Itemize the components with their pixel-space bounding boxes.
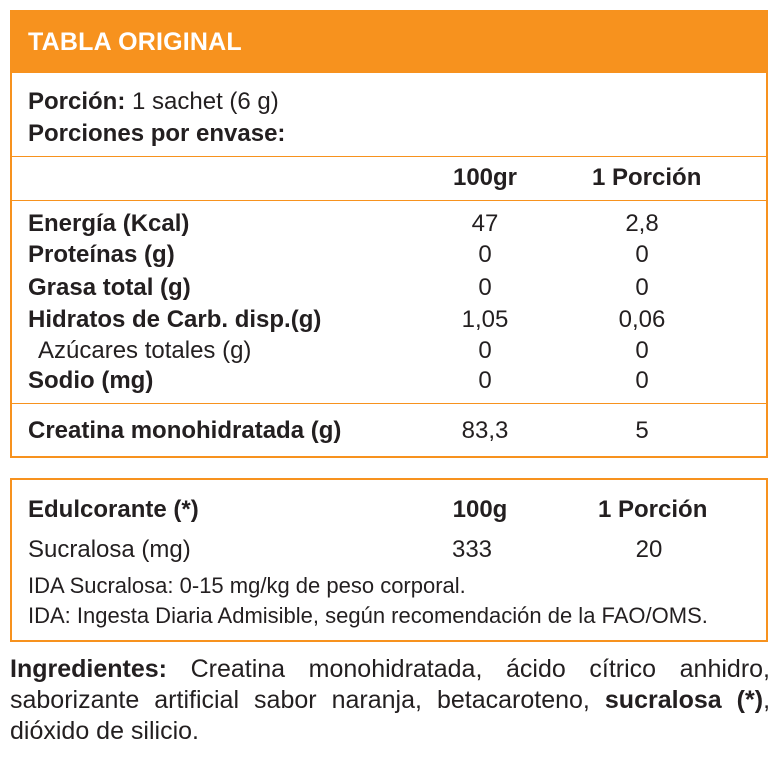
row-v100-creatine: 83,3 xyxy=(461,417,509,444)
sweetener-col-portion: 1 Porción xyxy=(598,496,708,523)
row-vport-carbs: 0,06 xyxy=(618,306,666,333)
divider xyxy=(12,200,766,201)
nutrition-table xyxy=(10,10,768,458)
portion-line xyxy=(28,88,279,116)
ingredients-text: Creatina monohidratada, ácido cítrico anhidro, saborizante artificial sabor naranja, betacaroteno, xyxy=(10,655,770,714)
sweetener-title: Edulcorante (*) xyxy=(28,496,199,523)
row-v100-energy: 47 xyxy=(471,210,499,237)
col-header-100gr: 100gr xyxy=(452,164,518,191)
divider xyxy=(12,403,766,404)
row-v100-fat: 0 xyxy=(478,274,492,301)
sucralose-vport: 20 xyxy=(635,536,663,563)
row-name-sodium: Sodio (mg) xyxy=(28,367,154,394)
portions-per-pack-label: Porciones por envase: xyxy=(28,120,286,147)
row-vport-fat: 0 xyxy=(635,274,649,301)
ingredients-sucralose: sucralosa (*) xyxy=(604,686,764,714)
row-name-protein: Proteínas (g) xyxy=(28,241,175,268)
row-v100-sugars: 0 xyxy=(478,337,492,364)
row-name-carbs: Hidratos de Carb. disp.(g) xyxy=(28,306,322,333)
portion-value: 1 sachet (6 g) xyxy=(132,88,279,115)
ida-note-1: IDA Sucralosa: 0-15 mg/kg de peso corporal. xyxy=(28,573,466,598)
table-header xyxy=(12,12,766,73)
row-vport-creatine: 5 xyxy=(635,417,649,444)
row-v100-carbs: 1,05 xyxy=(461,306,509,333)
portion-label: Porción: xyxy=(28,88,126,115)
row-vport-sodium: 0 xyxy=(635,367,649,394)
table-title: TABLA ORIGINAL xyxy=(28,28,242,56)
row-name-creatine: Creatina monohidratada (g) xyxy=(28,417,342,444)
row-vport-energy: 2,8 xyxy=(625,210,659,237)
row-name-energy: Energía (Kcal) xyxy=(28,210,190,237)
sweetener-col-100g: 100g xyxy=(452,496,508,523)
row-vport-sugars: 0 xyxy=(635,337,649,364)
sweetener-table xyxy=(10,478,768,642)
ida-note-2: IDA: Ingesta Diaria Admisible, según recomendación de la FAO/OMS. xyxy=(28,603,708,628)
col-header-portion: 1 Porción xyxy=(592,164,702,191)
ingredients-paragraph xyxy=(10,654,770,747)
sucralose-v100: 333 xyxy=(451,536,493,563)
row-v100-protein: 0 xyxy=(478,241,492,268)
sucralose-name: Sucralosa (mg) xyxy=(28,536,191,563)
ingredients-text-end: , dióxido de silicio. xyxy=(10,686,771,745)
row-name-fat: Grasa total (g) xyxy=(28,274,191,301)
row-vport-protein: 0 xyxy=(635,241,649,268)
divider xyxy=(12,156,766,157)
row-v100-sodium: 0 xyxy=(478,367,492,394)
row-name-sugars: Azúcares totales (g) xyxy=(38,337,252,364)
ingredients-label: Ingredientes: xyxy=(10,655,167,683)
